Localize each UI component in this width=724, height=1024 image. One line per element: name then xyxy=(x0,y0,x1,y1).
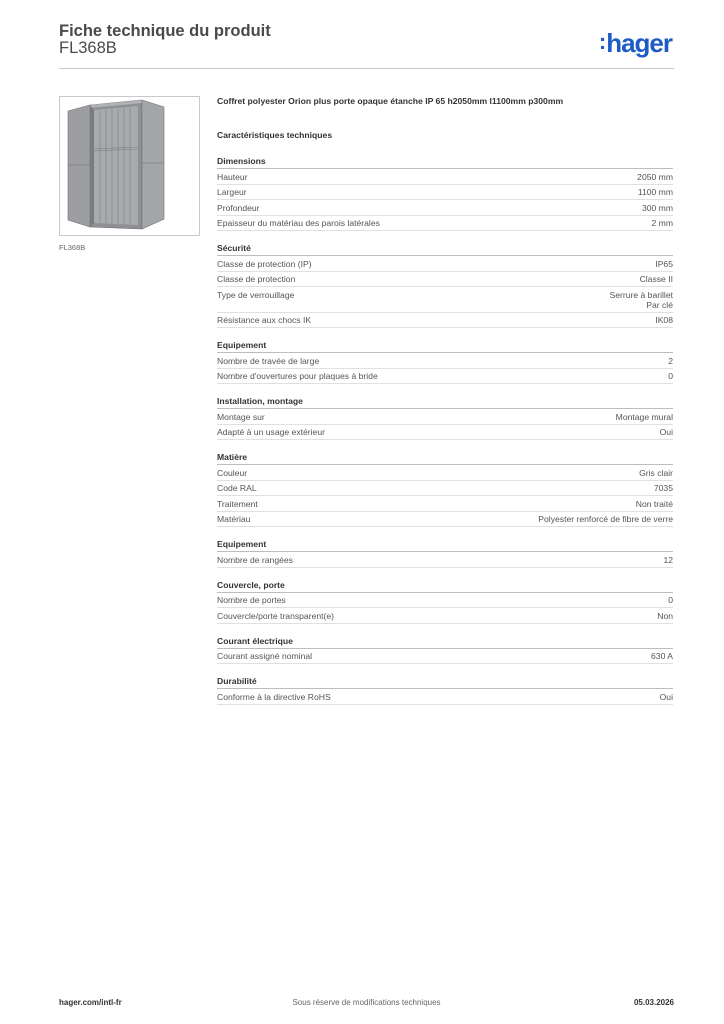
spec-value: Classe II xyxy=(639,274,673,284)
spec-row xyxy=(217,608,673,624)
spec-value: IP65 xyxy=(655,258,673,269)
spec-value: 7035 xyxy=(653,483,673,493)
footer-notice: Sous réserve de modifications techniques xyxy=(292,998,441,1007)
section-title: Matière xyxy=(217,452,673,465)
spec-label: Couleur xyxy=(217,467,248,478)
spec-section xyxy=(217,452,673,527)
spec-value: 2 xyxy=(668,355,673,366)
spec-row xyxy=(217,409,673,425)
spec-value: 0 xyxy=(668,371,673,381)
spec-label: Traitement xyxy=(217,498,258,509)
header-divider xyxy=(59,68,674,69)
logo-text: hager xyxy=(606,28,672,58)
section-title: Durabilité xyxy=(217,676,673,689)
spec-label: Conforme à la directive RoHS xyxy=(217,691,331,702)
spec-label: Hauteur xyxy=(217,171,248,182)
spec-row xyxy=(217,287,673,313)
spec-value: Oui xyxy=(659,691,673,702)
spec-label: Adapté à un usage extérieur xyxy=(217,427,325,437)
spec-label: Epaisseur du matériau des parois latérales xyxy=(217,218,380,228)
spec-row xyxy=(217,169,673,185)
section-title: Dimensions xyxy=(217,156,673,169)
footer-date: 05.03.2026 xyxy=(633,998,674,1007)
hager-logo[interactable]: :hager xyxy=(598,28,672,58)
spec-content xyxy=(217,96,673,705)
spec-section xyxy=(217,156,673,231)
spec-label: Montage sur xyxy=(217,411,265,422)
spec-row xyxy=(217,353,673,369)
spec-value: 2 mm xyxy=(651,218,673,228)
spec-value: Gris clair xyxy=(639,467,673,478)
spec-row xyxy=(217,313,673,329)
section-title: Couvercle, porte xyxy=(217,580,673,593)
spec-row xyxy=(217,216,673,232)
spec-section xyxy=(217,580,673,624)
spec-row xyxy=(217,272,673,288)
page-header xyxy=(59,22,674,70)
spec-value: 630 A xyxy=(651,651,673,661)
section-title: Equipement xyxy=(217,539,673,552)
spec-label: Nombre de rangées xyxy=(217,554,293,565)
spec-row xyxy=(217,689,673,705)
spec-label: Classe de protection (IP) xyxy=(217,258,312,269)
spec-section xyxy=(217,636,673,665)
spec-sections xyxy=(217,156,673,705)
product-name: Coffret polyester Orion plus porte opaque étanche IP 65 h2050mm l1100mm p300mm xyxy=(217,96,564,106)
spec-row xyxy=(217,256,673,272)
spec-label: Classe de protection xyxy=(217,274,296,284)
spec-row xyxy=(217,200,673,216)
spec-section xyxy=(217,676,673,705)
spec-label: Type de verrouillage xyxy=(217,289,295,300)
product-reference: FL368B xyxy=(59,39,117,57)
spec-value: 1100 mm xyxy=(637,187,673,197)
spec-value: Montage mural xyxy=(615,411,673,422)
product-image xyxy=(59,96,200,236)
spec-row xyxy=(217,425,673,441)
spec-label: Code RAL xyxy=(217,483,257,493)
spec-label: Courant assigné nominal xyxy=(217,651,313,661)
spec-row xyxy=(217,552,673,568)
spec-label: Nombre de portes xyxy=(217,595,286,605)
spec-row xyxy=(217,465,673,481)
spec-row xyxy=(217,185,673,201)
spec-value: Non xyxy=(657,610,673,621)
spec-label: Résistance aux chocs IK xyxy=(217,315,312,325)
spec-section xyxy=(217,243,673,328)
spec-value: Polyester renforcé de fibre de verre xyxy=(538,514,673,524)
spec-label: Profondeur xyxy=(217,202,260,213)
spec-label: Nombre d'ouvertures pour plaques à bride xyxy=(217,371,378,381)
spec-section xyxy=(217,396,673,440)
spec-label: Nombre de travée de large xyxy=(217,355,320,366)
spec-value: IK08 xyxy=(655,315,673,325)
spec-label: Largeur xyxy=(217,187,247,197)
spec-row xyxy=(217,496,673,512)
spec-label: Couvercle/porte transparent(e) xyxy=(217,610,335,621)
spec-value: 12 xyxy=(663,554,673,565)
section-title: Sécurité xyxy=(217,243,673,256)
image-caption: FL368B xyxy=(59,243,86,252)
spec-row xyxy=(217,593,673,609)
spec-row xyxy=(217,512,673,528)
spec-row xyxy=(217,481,673,497)
section-title: Installation, montage xyxy=(217,396,673,409)
spec-value: 2050 mm xyxy=(637,171,673,182)
spec-label: Matériau xyxy=(217,514,251,524)
spec-value: Oui xyxy=(659,427,673,437)
page-title: Fiche technique du produit xyxy=(59,22,271,40)
section-title: Equipement xyxy=(217,340,673,353)
spec-row xyxy=(217,649,673,665)
spec-value: Non traité xyxy=(635,498,673,509)
spec-value: Serrure à barillet Par clé xyxy=(609,289,673,310)
spec-row xyxy=(217,369,673,385)
footer-website-link[interactable]: hager.com/intl-fr xyxy=(59,998,122,1007)
spec-section xyxy=(217,340,673,384)
section-title: Courant électrique xyxy=(217,636,673,649)
spec-value: 0 xyxy=(668,595,673,605)
spec-section xyxy=(217,539,673,568)
spec-value: 300 mm xyxy=(641,202,673,213)
cabinet-illustration xyxy=(60,97,199,235)
tech-heading: Caractéristiques techniques xyxy=(217,130,333,140)
